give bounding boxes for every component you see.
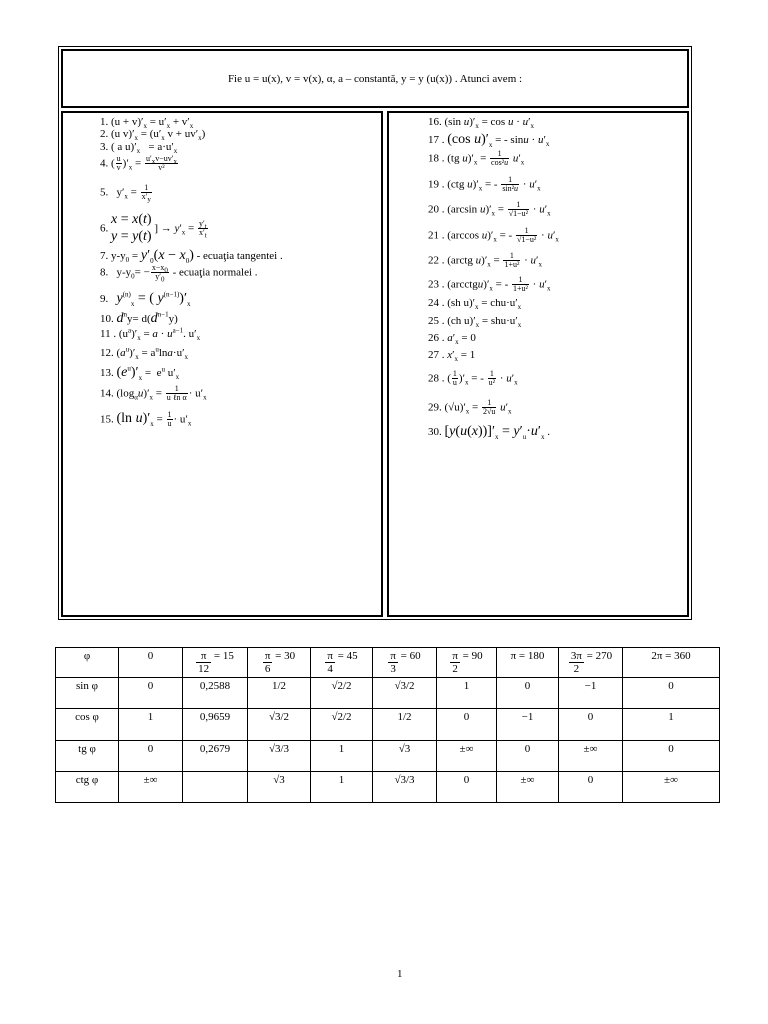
formula-4: 4. ( $\frac{u}{v}$ )$'_x$ = $\frac{u'_xv-uv'_x}{\text{v²}}$	[100, 154, 177, 173]
table-row-sin	[56, 678, 720, 709]
table-row-phi	[56, 648, 720, 678]
cos-cell: 0,9659	[183, 709, 248, 740]
ctg-cell: 1	[311, 771, 373, 802]
formula-23: 23 . $(arcctgu)'_x$ = - $\frac{1}{\text{1+u²}}$ · $u'_x$	[428, 275, 551, 294]
cos-cell: 1	[623, 709, 720, 740]
formula-30: 30. $[y(u(x))]'_x = y'_u\cdot u'_x$ .	[428, 424, 550, 441]
angle-cell: $\frac{\pi}{3}$ = 60	[373, 648, 437, 678]
angle-cell: 0	[119, 648, 183, 678]
tg-cell: 0	[623, 740, 720, 771]
cos-cell: −1	[497, 709, 559, 740]
row-label: ctg φ	[56, 771, 119, 802]
tg-cell: ±∞	[559, 740, 623, 771]
formula-29: 29. $(√u)'_x$ = $\frac{1}{2√u}$ $u'_x$	[428, 398, 512, 417]
page-number: 1	[397, 968, 403, 980]
angle-cell: $\frac{\pi}{12}$ = 15	[183, 648, 248, 678]
angle-cell: 2π = 360	[623, 648, 720, 678]
row-label: cos φ	[56, 709, 119, 740]
formula-9: 9. $y^{(n)}_x$ = ( $y^{(n-1)})'_x$	[100, 290, 191, 308]
cos-cell: √3/2	[248, 709, 311, 740]
formula-3: 3. ( a $u)'_x = a\cdot u'_x$	[100, 141, 178, 156]
tg-cell: √3/3	[248, 740, 311, 771]
table-row-cos	[56, 709, 720, 740]
formula-6: 6. x = x(t) y = y(t) ] → $y'_x$ = $\frac{y'_t}{x'_t}$	[100, 212, 207, 244]
cos-cell: 1/2	[373, 709, 437, 740]
formula-1: 1. $(u + v)'_x = u'_x + v'_x$	[100, 116, 194, 131]
formula-15: 15. (ln $u)'_x$ = $\frac{1}{u}$ · $u'_x$	[100, 410, 192, 429]
formula-10: 10. $d^ny= d(d^{n-1}y)$	[100, 310, 178, 326]
cos-cell: 0	[559, 709, 623, 740]
formula-26: 26 . $a'_x = 0$	[428, 332, 476, 347]
sin-cell: √2/2	[311, 678, 373, 709]
ctg-cell	[183, 771, 248, 802]
header-text: Fie u = u(x), v = v(x), α, a – constantă, y = y (u(x)) . Atunci avem :	[227, 72, 523, 85]
formula-21: 21 . (arccos $u)'_x$ = - $\frac{1}{\text{√1−u²}}$ · $u'_x$	[428, 226, 559, 245]
row-label: φ	[56, 648, 119, 678]
formula-17: 17 . (cos $u)'_x$ = - $\sin u \cdot u'_x$	[428, 132, 550, 149]
table-row-tg	[56, 740, 720, 771]
ctg-cell: √3	[248, 771, 311, 802]
formula-22: 22 . (arctg $u)'_x$ = $\frac{1}{\text{1+u²}}$ · $u'_x$	[428, 251, 542, 270]
header-box	[61, 49, 689, 108]
formula-28: 28 . ( $\frac{1}{u}$ )$'_x$ = - $\frac{1}{\text{u²}}$ · $u'_x$	[428, 369, 518, 388]
sin-cell: √3/2	[373, 678, 437, 709]
tg-cell: 0,2679	[183, 740, 248, 771]
formula-11: 11 . $(u^a)'_x = a \cdot u^{a-1}$. $u'_x$	[100, 326, 201, 343]
sin-cell: 1/2	[248, 678, 311, 709]
row-label: sin φ	[56, 678, 119, 709]
sin-cell: 0	[497, 678, 559, 709]
angle-cell: $\frac{\pi}{4}$ = 45	[311, 648, 373, 678]
cos-cell: 0	[437, 709, 497, 740]
sin-cell: 1	[437, 678, 497, 709]
cos-cell: 1	[119, 709, 183, 740]
table-row-ctg	[56, 771, 720, 802]
formula-19: 19 . (ctg $u)'_x$ = - $\frac{1}{\text{sin²u}}$ · $u'_x$	[428, 175, 541, 194]
formula-25: 25 . (ch $u)'_x = shu\cdot u'_x$	[428, 315, 522, 330]
cos-cell: √2/2	[311, 709, 373, 740]
formula-13: 13. $(e^u)'_x = e^u$ $u'_x$	[100, 364, 180, 382]
row-label: tg φ	[56, 740, 119, 771]
angle-cell: $\frac{\pi}{6}$ = 30	[248, 648, 311, 678]
ctg-cell: ±∞	[623, 771, 720, 802]
tg-cell: 0	[119, 740, 183, 771]
tg-cell: √3	[373, 740, 437, 771]
formula-18: 18 . (tg $u)'_x$ = $\frac{1}{\text{cos²u}}$ $u'_x$	[428, 149, 525, 168]
sin-cell: 0,2588	[183, 678, 248, 709]
angle-cell: π = 180	[497, 648, 559, 678]
sin-cell: 0	[119, 678, 183, 709]
ctg-cell: 0	[437, 771, 497, 802]
formula-27: 27 . $x'_x = 1$	[428, 349, 476, 364]
formula-12: 12. $(a^u)'_x = a^u\ln a\cdot u'_x$	[100, 345, 188, 362]
sin-cell: −1	[559, 678, 623, 709]
ctg-cell: ±∞	[497, 771, 559, 802]
tg-cell: 0	[497, 740, 559, 771]
ctg-cell: √3/3	[373, 771, 437, 802]
formula-14: 14. $(\log_\alpha u)'_x$ = 1 u ℓn α · $u'_x$	[100, 384, 207, 403]
ctg-cell: ±∞	[119, 771, 183, 802]
trig-table	[55, 647, 720, 803]
tg-cell: 1	[311, 740, 373, 771]
formula-2: 2. (u $v)'_x = (u'_x$ $v + uv'_x$)	[100, 128, 206, 143]
formula-5: 5. $y'_x$ = $\frac{1}{x'_y}$	[100, 183, 151, 204]
formula-20: 20 . (arcsin $u)'_x$ = $\frac{1}{\text{√1−u²}}$ · $u'_x$	[428, 200, 551, 219]
ctg-cell: 0	[559, 771, 623, 802]
angle-cell: $\frac{3\pi}{2}$ = 270	[559, 648, 623, 678]
formula-7: 7. $y-y_0 = y'_0(x - x_0)$ - ecuaţia tangentei .	[100, 248, 283, 265]
formula-16: 16. (sin $u)'_x = \cos u \cdot u'_x$	[428, 116, 535, 131]
angle-cell: $\frac{\pi}{2}$ = 90	[437, 648, 497, 678]
tg-cell: ±∞	[437, 740, 497, 771]
sin-cell: 0	[623, 678, 720, 709]
formula-24: 24 . (sh $u)'_x = chu\cdot u'_x$	[428, 297, 522, 312]
formula-8: 8. $y-y_0=$ − $\frac{x-x_0}{y'_0}$ - ecuaţia normalei .	[100, 263, 258, 284]
